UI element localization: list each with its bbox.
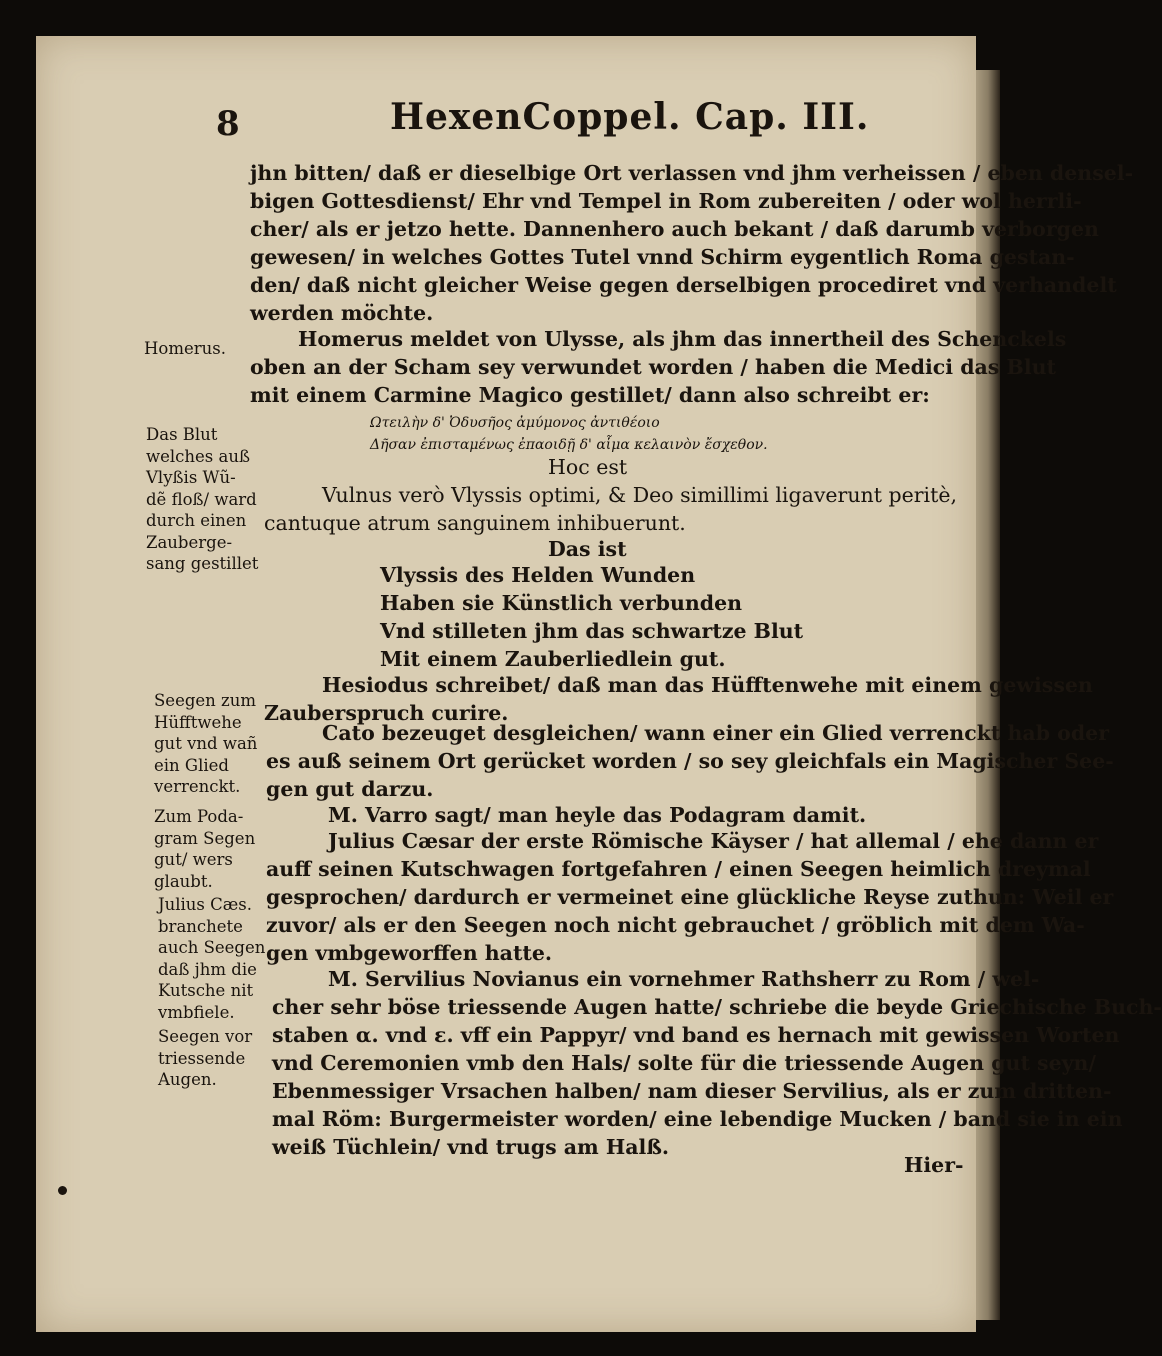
body-line: auff seinen Kutschwagen fortgefahren / einen Seegen heimlich dreymal xyxy=(266,857,1091,881)
body-line: bigen Gottesdienst/ Ehr vnd Tempel in Rom zubereiten / oder wol herrli- xyxy=(250,189,1082,213)
margin-note-blood xyxy=(146,424,258,575)
margin-note-homerus xyxy=(144,338,226,360)
body-line: staben α. vnd ε. vff ein Pappyr/ vnd band es hernach mit gewissen Worten xyxy=(272,1023,1120,1047)
body-line: es auß seinem Ort gerücket worden / so sey gleichfals ein Magischer See- xyxy=(266,749,1114,773)
greek-verse-line: Δῆσαν ἐπισταμένως ἐπαοιδῇ δ' αἷμα κελαινὸν ἔσχεθον. xyxy=(370,437,768,453)
margin-note-line: Seegen vor xyxy=(158,1027,253,1046)
german-heading: Das ist xyxy=(548,537,627,561)
margin-note-line: vmbfiele. xyxy=(158,1002,235,1022)
ink-spot xyxy=(58,1186,67,1195)
margin-note-line: triessende xyxy=(158,1048,246,1068)
latin-line: Vulnus verò Vlyssis optimi, & Deo simillimi ligaverunt peritè, xyxy=(322,483,957,507)
body-line: vnd Ceremonien vmb den Hals/ solte für die triessende Augen gut seyn/ xyxy=(272,1051,1096,1075)
margin-note-line: sang gestillet xyxy=(146,554,259,573)
body-line: zuvor/ als er den Seegen noch nicht gebrauchet / gröblich mit dem Wa- xyxy=(266,913,1085,937)
body-line: Ebenmessiger Vrsachen halben/ nam dieser Servilius, als er zum dritten- xyxy=(272,1079,1112,1103)
margin-note-line: ein Glied xyxy=(154,755,229,775)
body-line: mit einem Carmine Magico gestillet/ dann also schreibt er: xyxy=(250,383,930,407)
running-title: HexenCoppel. Cap. III. xyxy=(390,96,870,138)
body-line: gewesen/ in welches Gottes Tutel vnnd Schirm eygentlich Roma gestan- xyxy=(250,245,1075,269)
latin-line: cantuque atrum sanguinem inhibuerunt. xyxy=(264,511,686,535)
verse-line: Vnd stilleten jhm das schwartze Blut xyxy=(380,619,804,643)
verse-line: Haben sie Künstlich verbunden xyxy=(380,591,743,615)
body-line: gesprochen/ dardurch er vermeinet eine glückliche Reyse zuthun: Weil er xyxy=(266,885,1114,909)
body-line: den/ daß nicht gleicher Weise gegen derselbigen procediret vnd verhandelt xyxy=(250,273,1117,297)
margin-note-line: gut vnd wañ xyxy=(154,734,258,753)
margin-note-hip-blessing xyxy=(154,690,257,798)
margin-note-podagra xyxy=(154,806,255,892)
greek-verse-line: Ωτειλὴν δ' Ὀδυσῆος ἀμύμονος ἀντιθέοιο xyxy=(370,415,660,431)
margin-note-line: branchete xyxy=(158,916,243,936)
body-line: Homerus meldet von Ulysse, als jhm das innertheil des Schenckels xyxy=(298,327,1067,351)
margin-note-line: Julius Cæs. xyxy=(158,895,252,914)
catchword: Hier- xyxy=(904,1153,964,1177)
margin-note-line: Augen. xyxy=(158,1070,217,1089)
body-line: gen gut darzu. xyxy=(266,777,434,801)
margin-note-line: gut/ wers xyxy=(154,850,233,869)
body-line: M. Servilius Novianus ein vornehmer Rathsherr zu Rom / wel- xyxy=(328,967,1040,991)
body-line: werden möchte. xyxy=(250,301,434,325)
margin-note-line: welches auß xyxy=(146,446,250,466)
body-line: oben an der Scham sey verwundet worden / haben die Medici das Blut xyxy=(250,355,1056,379)
body-line: gen vmbgeworffen hatte. xyxy=(266,941,553,965)
page-number: 8 xyxy=(216,104,240,144)
latin-heading: Hoc est xyxy=(548,455,628,479)
body-line: Zauberspruch curire. xyxy=(264,701,509,725)
margin-note-line: Kutsche nit xyxy=(158,981,254,1000)
margin-note-line: verrenckt. xyxy=(154,777,241,796)
body-line: cher sehr böse triessende Augen hatte/ schriebe die beyde Griechische Buch- xyxy=(272,995,1162,1019)
margin-note-line: dẽ floß/ ward xyxy=(146,489,257,509)
margin-note-eyes xyxy=(158,1026,252,1091)
body-line: mal Röm: Burgermeister worden/ eine lebendige Mucken / band sie in ein xyxy=(272,1107,1123,1131)
margin-note-line: auch Seegen xyxy=(158,938,266,957)
margin-note-caesar xyxy=(158,894,265,1023)
margin-note-line: Seegen zum xyxy=(154,691,256,710)
margin-note-line: durch einen xyxy=(146,511,247,530)
body-line: Hesiodus schreibet/ daß man das Hüfftenwehe mit einem gewissen xyxy=(322,673,1093,697)
margin-note-line: Das Blut xyxy=(146,425,218,444)
margin-note-line: Zum Poda- xyxy=(154,807,244,826)
verse-line: Mit einem Zauberliedlein gut. xyxy=(380,647,726,671)
verse-line: Vlyssis des Helden Wunden xyxy=(380,563,696,587)
body-line: Cato bezeuget desgleichen/ wann einer ein Glied verrenckt hab oder xyxy=(322,721,1110,745)
body-line: jhn bitten/ daß er dieselbige Ort verlassen vnd jhm verheissen / eben densel- xyxy=(250,161,1134,185)
body-line: M. Varro sagt/ man heyle das Podagram damit. xyxy=(328,803,867,827)
body-line: cher/ als er jetzo hette. Dannenhero auch bekant / daß darumb verborgen xyxy=(250,217,1099,241)
margin-note-line: Hüfftwehe xyxy=(154,712,242,732)
margin-note-line: Vlyßis Wũ- xyxy=(146,468,236,487)
margin-note-line: Zauberge- xyxy=(146,532,233,552)
body-line: Julius Cæsar der erste Römische Käyser / hat allemal / ehe dann er xyxy=(328,829,1099,853)
margin-note-line: gram Segen xyxy=(154,828,256,848)
body-line: weiß Tüchlein/ vnd trugs am Halß. xyxy=(272,1135,670,1159)
margin-note-line: daß jhm die xyxy=(158,959,257,979)
margin-note-line: Homerus. xyxy=(144,339,226,358)
margin-note-line: glaubt. xyxy=(154,871,213,891)
